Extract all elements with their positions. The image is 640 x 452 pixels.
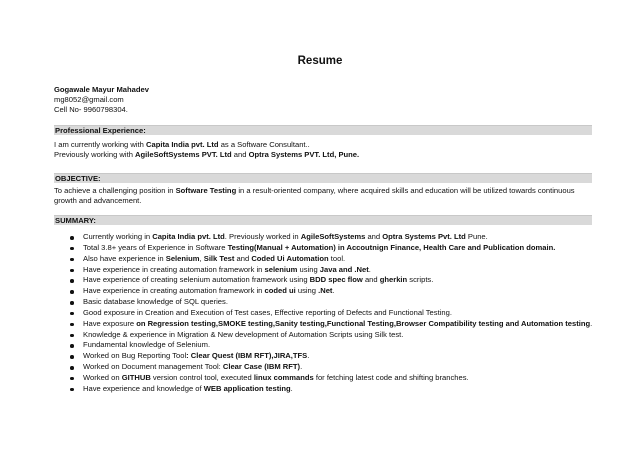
list-item: Also have experience in Selenium, Silk Test and Coded Ui Automation tool. bbox=[70, 254, 590, 265]
list-item: Have exposure on Regression testing,SMOKE testing,Sanity testing,Functional Testing,Browser Compatibility testing and Automation testing. bbox=[70, 319, 590, 330]
list-item: Currently working in Capita India pvt. Ltd. Previously worked in AgileSoftSystems and Optra Systems Pvt. Ltd Pune. bbox=[70, 232, 590, 243]
list-item: Have experience in creating automation framework in selenium using Java and .Net. bbox=[70, 265, 590, 276]
list-item: Have experience and knowledge of WEB application testing. bbox=[70, 384, 590, 395]
list-item: Fundamental knowledge of Selenium. bbox=[70, 340, 590, 351]
list-item: Good exposure in Creation and Execution of Test cases, Effective reporting of Defects and Functional Testing. bbox=[70, 308, 590, 319]
section-heading-objective: OBJECTIVE: bbox=[54, 173, 592, 183]
section-heading-summary: SUMMARY: bbox=[54, 215, 592, 225]
list-item: Total 3.8+ years of Experience in Software Testing(Manual + Automation) in Accoutnign Finance, Health Care and Publication domain. bbox=[70, 243, 590, 254]
email: mg8052@gmail.com bbox=[54, 95, 124, 105]
objective-text: To achieve a challenging position in Software Testing in a result-oriented company, where acquired skills and education will be utilized towards continuous growth and advancement. bbox=[54, 186, 575, 206]
list-item: Basic database knowledge of SQL queries. bbox=[70, 297, 590, 308]
list-item: Worked on GITHUB version control tool, executed linux commands for fetching latest code and shifting branches. bbox=[70, 373, 590, 384]
section-heading-experience: Professional Experience: bbox=[54, 125, 592, 135]
experience-text bbox=[54, 140, 592, 160]
candidate-name: Gogawale Mayur Mahadev bbox=[54, 85, 149, 94]
list-item: Worked on Bug Reporting Tool: Clear Quest (IBM RFT),JIRA,TFS. bbox=[70, 351, 590, 362]
summary-list bbox=[70, 232, 593, 395]
list-item: Worked on Document management Tool: Clear Case (IBM RFT). bbox=[70, 362, 590, 373]
list-item: Have experience of creating selenium automation framework using BDD spec flow and gherkin scripts. bbox=[70, 275, 590, 286]
experience-line: Previously working with AgileSoftSystems PVT. Ltd and Optra Systems PVT. Ltd, Pune. bbox=[54, 150, 360, 160]
cell-number: Cell No- 9960798304. bbox=[54, 105, 128, 115]
list-item: Have experience in creating automation framework in coded ui using .Net. bbox=[70, 286, 590, 297]
contact-block bbox=[54, 85, 592, 116]
experience-line: I am currently working with Capita India pvt. Ltd as a Software Consultant.. bbox=[54, 140, 310, 149]
page-title: Resume bbox=[297, 55, 343, 67]
list-item: Knowledge & experience in Migration & New development of Automation Scripts using Silk test. bbox=[70, 330, 590, 341]
